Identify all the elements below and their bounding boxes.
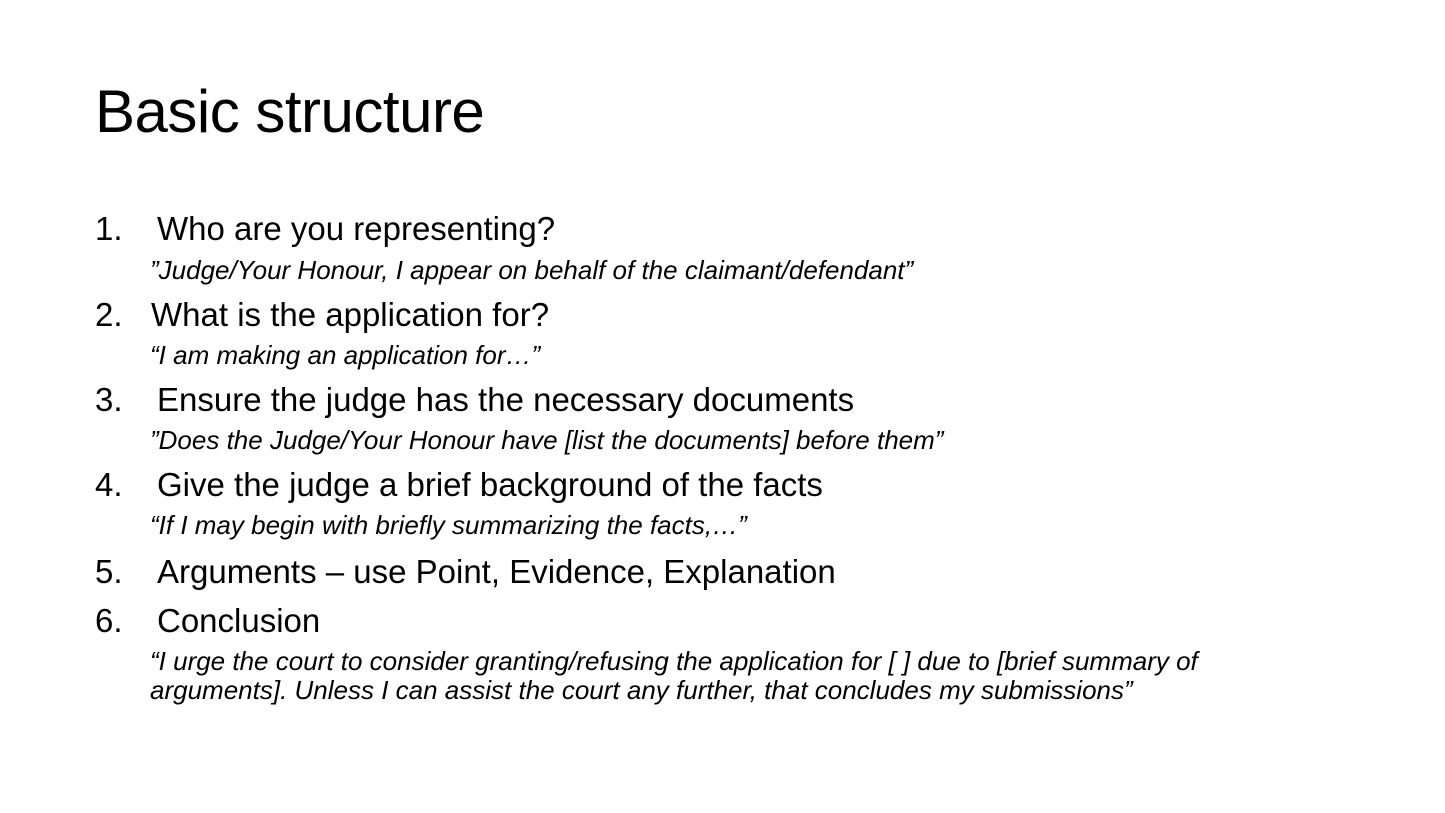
list-item-number: 3.: [95, 381, 123, 418]
list-item-text: Give the judge a brief background of the facts: [157, 466, 823, 503]
list-item-text: Arguments – use Point, Evidence, Explanation: [157, 553, 836, 590]
list-item-number: 2.: [95, 296, 123, 333]
list-item-quote: “I urge the court to consider granting/refusing the application for [ ] due to [brief summary of arguments]. Unless I can assist the court any further, that concludes my submissions”: [150, 646, 1198, 705]
list-item-text: Who are you representing?: [157, 210, 556, 247]
list-item-quote: ”Does the Judge/Your Honour have [list the documents] before them”: [150, 425, 944, 455]
slide-title: Basic structure: [95, 78, 485, 145]
list-item-2: [95, 296, 549, 334]
list-item-text: Ensure the judge has the necessary documents: [157, 381, 855, 418]
list-item-number: 6.: [95, 602, 123, 639]
list-item-number: 4.: [95, 466, 123, 503]
list-item-number: 1.: [95, 210, 123, 247]
list-item-6: [95, 602, 320, 640]
list-item-text: What is the application for?: [151, 296, 550, 333]
list-item-5: [95, 553, 836, 591]
list-item-3: [95, 381, 854, 419]
list-item-text: Conclusion: [157, 602, 321, 639]
list-item-quote: “If I may begin with briefly summarizing the facts,…”: [150, 510, 747, 540]
list-item-1: [95, 210, 555, 248]
list-item-4: [95, 466, 823, 504]
list-item-quote: “I am making an application for…”: [150, 340, 541, 370]
list-item-quote: ”Judge/Your Honour, I appear on behalf of the claimant/defendant”: [150, 255, 914, 285]
list-item-number: 5.: [95, 553, 123, 590]
